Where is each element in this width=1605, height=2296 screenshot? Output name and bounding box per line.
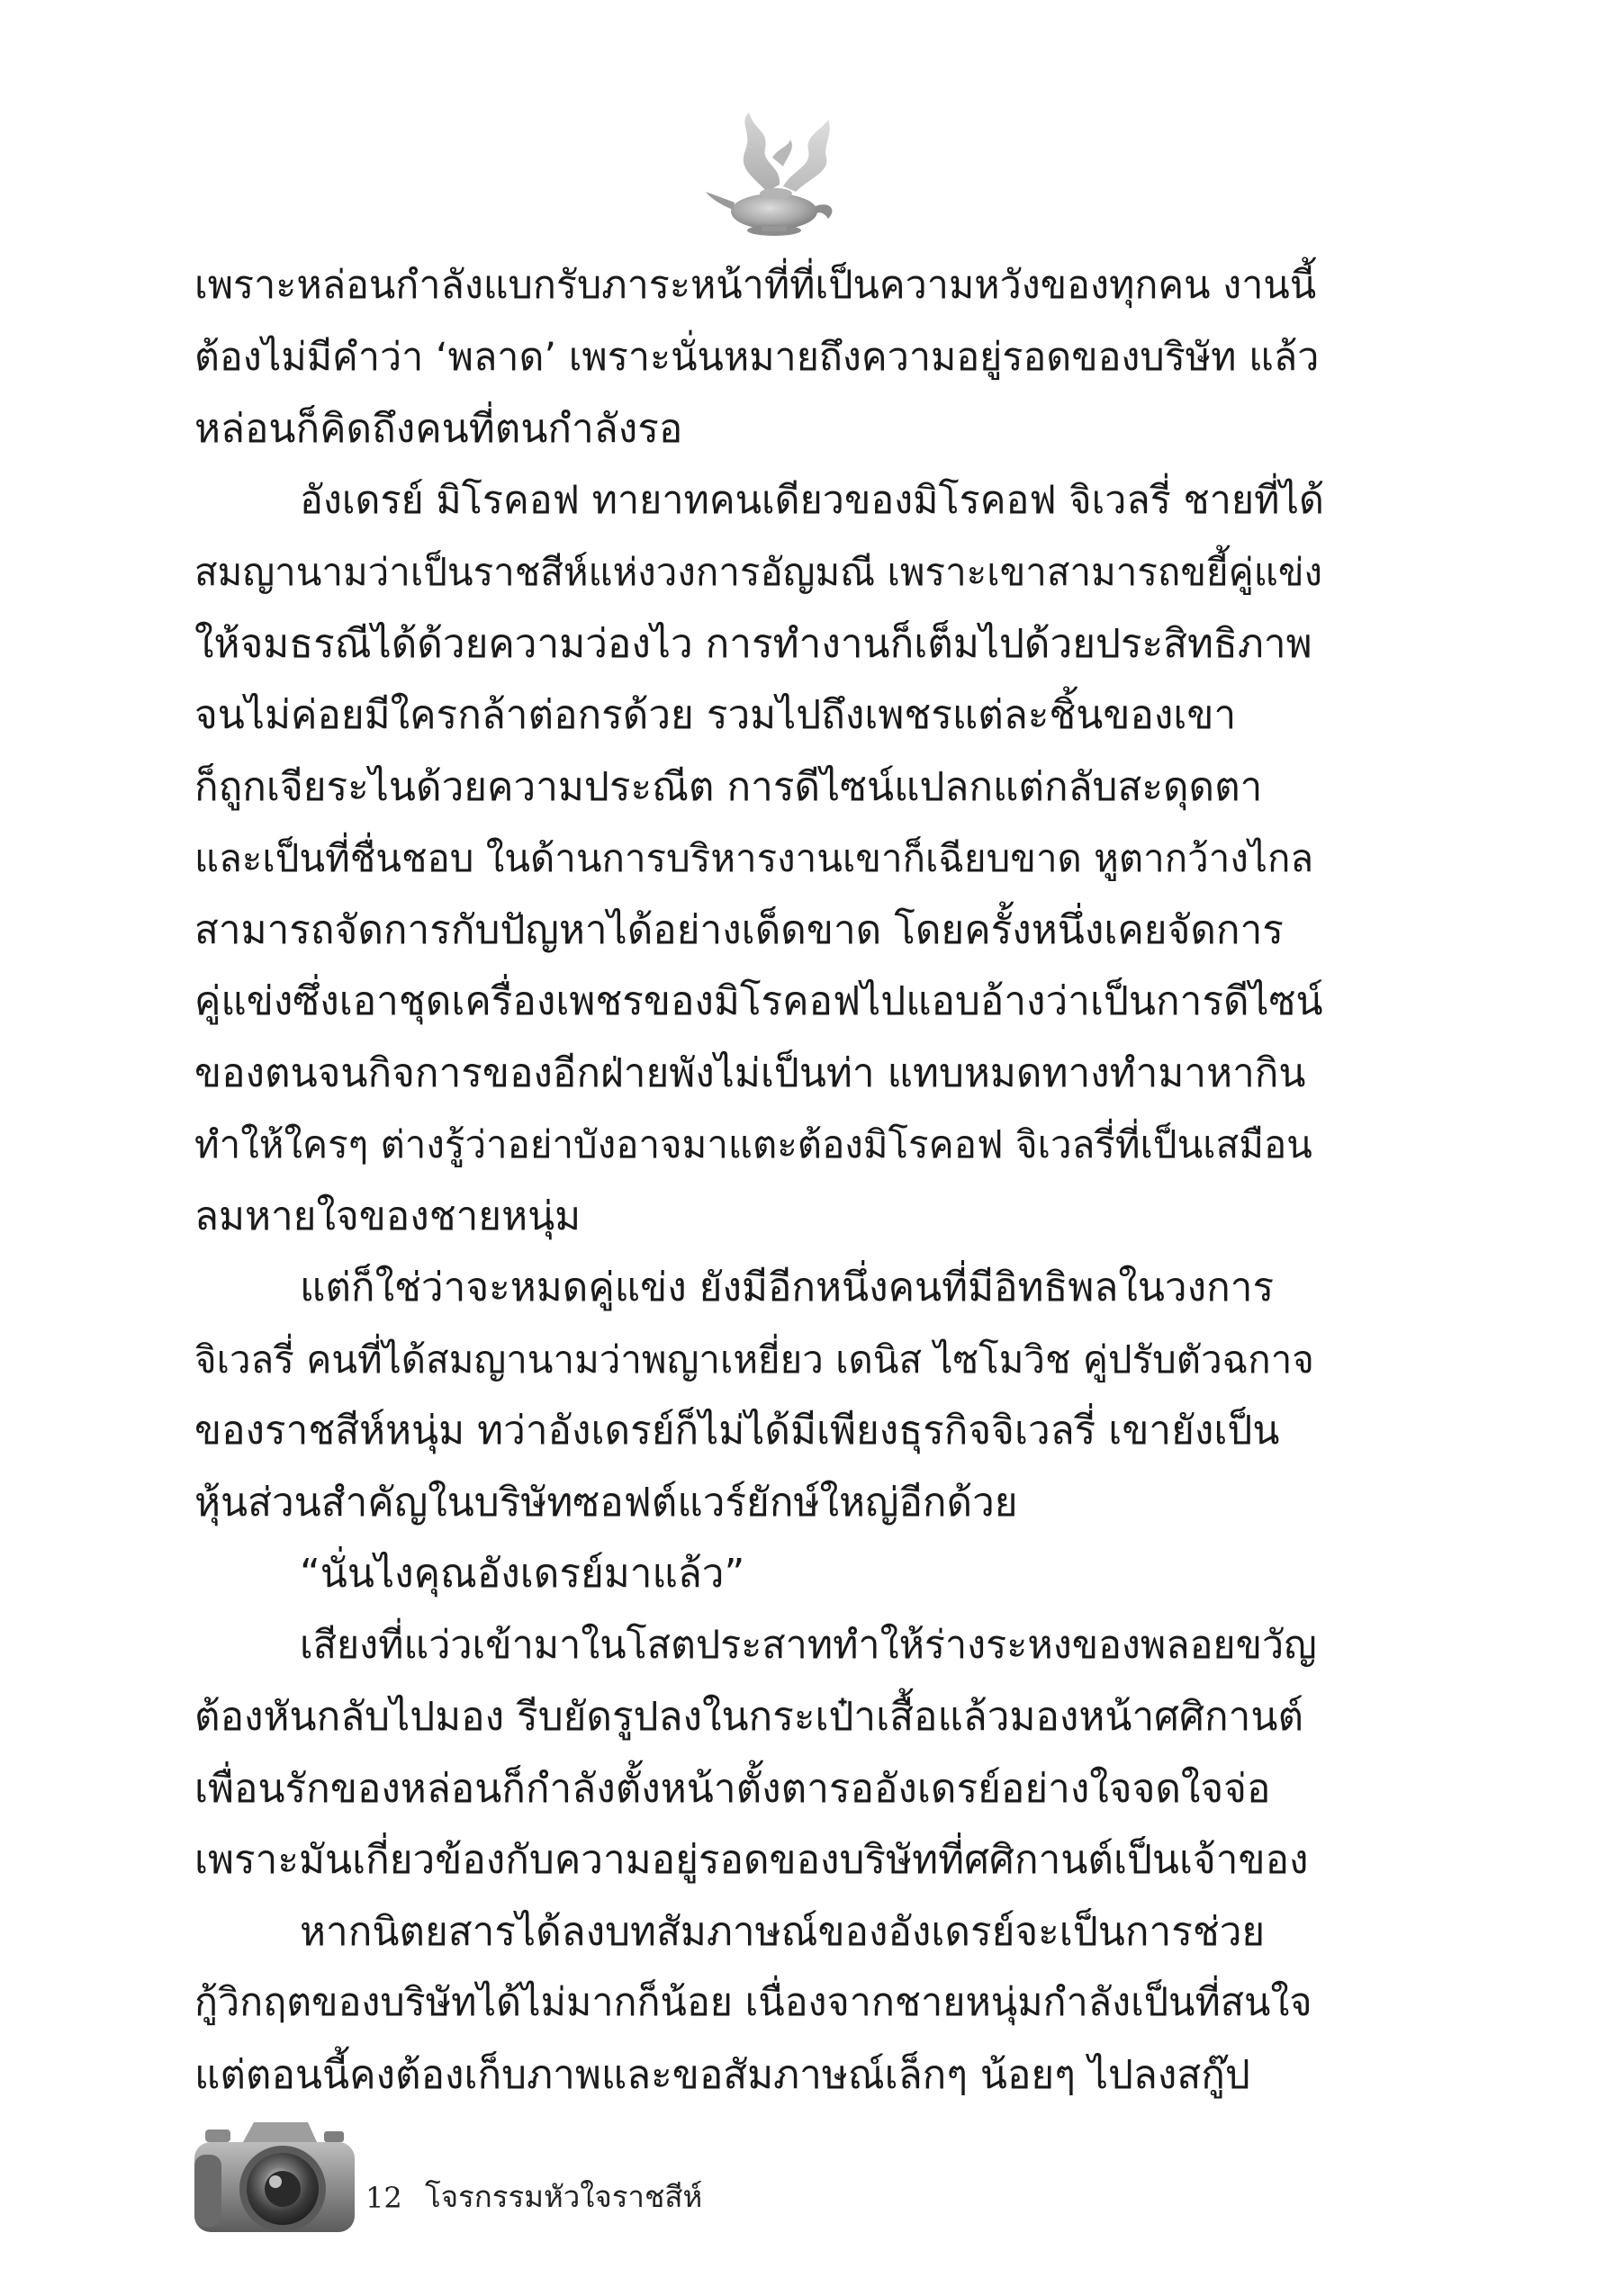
text-line: ทำให้ใครๆ ต่างรู้ว่าอย่าบังอาจมาแตะต้องมิโรคอฟ จิเวลรี่ที่เป็นเสมือน	[194, 1122, 1312, 1166]
text-line: หล่อนก็คิดถึงคนที่ตนกำลังรอ	[194, 406, 683, 452]
camera-icon	[189, 2115, 360, 2241]
text-line: เพื่อนรักของหล่อนก็กำลังตั้งหน้าตั้งตารออังเดรย์อย่างใจจดใจจ่อ	[194, 1765, 1271, 1812]
body-text	[194, 250, 1334, 2111]
text-line: “นั่นไงคุณอังเดรย์มาแล้ว”	[300, 1551, 745, 1597]
text-line: หากนิตยสารได้ลงบทสัมภาษณ์ของอังเดรย์จะเป็นการช่วย	[300, 1908, 1266, 1955]
page-number: 12	[365, 2181, 402, 2215]
text-line: คู่แข่งซึ่งเอาชุดเครื่องเพชรของมิโรคอฟไปแอบอ้างว่าเป็นการดีไซน์	[194, 978, 1323, 1024]
running-title: โจรกรรมหัวใจราชสีห์	[425, 2179, 703, 2214]
text-line: เพราะมันเกี่ยวข้องกับความอยู่รอดของบริษัทที่ศศิกานต์เป็นเจ้าของ	[194, 1837, 1309, 1883]
text-line: หุ้นส่วนสำคัญในบริษัทซอฟต์แวร์ยักษ์ใหญ่อีกด้วย	[194, 1479, 1018, 1526]
text-line: จิเวลรี่ คนที่ได้สมญานามว่าพญาเหยี่ยว เดนิส ไซโมวิช คู่ปรับตัวฉกาจ	[194, 1337, 1314, 1382]
text-line: แต่ก็ใช่ว่าจะหมดคู่แข่ง ยังมีอีกหนึ่งคนที่มีอิทธิพลในวงการ	[300, 1265, 1275, 1310]
text-line: ต้องไม่มีคำว่า ‘พลาด’ เพราะนั่นหมายถึงความอยู่รอดของบริษัท แล้ว	[194, 334, 1320, 380]
text-line: กู้วิกฤตของบริษัทได้ไม่มากก็น้อย เนื่องจากชายหนุ่มกำลังเป็นที่สนใจ	[194, 1980, 1312, 2025]
text-line: ก็ถูกเจียระไนด้วยความประณีต การดีไซน์แปลกแต่กลับสะดุดตา	[194, 763, 1263, 810]
text-line: สมญานามว่าเป็นราชสีห์แห่งวงการอัญมณี เพราะเขาสามารถขยี้คู่แข่ง	[194, 550, 1323, 594]
text-line: และเป็นที่ชื่นชอบ ในด้านการบริหารงานเขาก็เฉียบขาด หูตากว้างไกล	[194, 836, 1314, 880]
text-line: ลมหายใจของชายหนุ่ม	[194, 1193, 582, 1239]
text-line: จนไม่ค่อยมีใครกล้าต่อกรด้วย รวมไปถึงเพชรแต่ละชิ้นของเขา	[194, 692, 1237, 738]
text-line: เสียงที่แว่วเข้ามาในโสตประสาททำให้ร่างระหงของพลอยขวัญ	[300, 1622, 1317, 1668]
text-line: ต้องหันกลับไปมอง รีบยัดรูปลงในกระเป๋าเสื้อแล้วมองหน้าศศิกานต์	[194, 1694, 1304, 1740]
page-footer	[189, 2115, 999, 2241]
text-line: ของราชสีห์หนุ่ม ทว่าอังเดรย์ก็ไม่ได้มีเพียงธุรกิจจิเวลรี่ เขายังเป็น	[194, 1408, 1280, 1454]
genie-lamp-icon	[702, 104, 855, 243]
text-line: สามารถจัดการกับปัญหาได้อย่างเด็ดขาด โดยครั้งหนึ่งเคยจัดการ	[194, 906, 1284, 953]
text-line: ของตนจนกิจการของอีกฝ่ายพังไม่เป็นท่า แทบหมดทางทำมาหากิน	[194, 1049, 1306, 1096]
text-line: ให้จมธรณีได้ด้วยความว่องไว การทำงานก็เต็มไปด้วยประสิทธิภาพ	[194, 620, 1312, 667]
text-line: อังเดรย์ มิโรคอฟ ทายาทคนเดียวของมิโรคอฟ จิเวลรี่ ชายที่ได้	[300, 477, 1324, 523]
text-line: แต่ตอนนี้คงต้องเก็บภาพและขอสัมภาษณ์เล็กๆ น้อยๆ ไปลงสกู๊ป	[194, 2051, 1250, 2098]
text-line: เพราะหล่อนกำลังแบกรับภาระหน้าที่ที่เป็นความหวังของทุกคน งานนี้	[194, 263, 1317, 308]
